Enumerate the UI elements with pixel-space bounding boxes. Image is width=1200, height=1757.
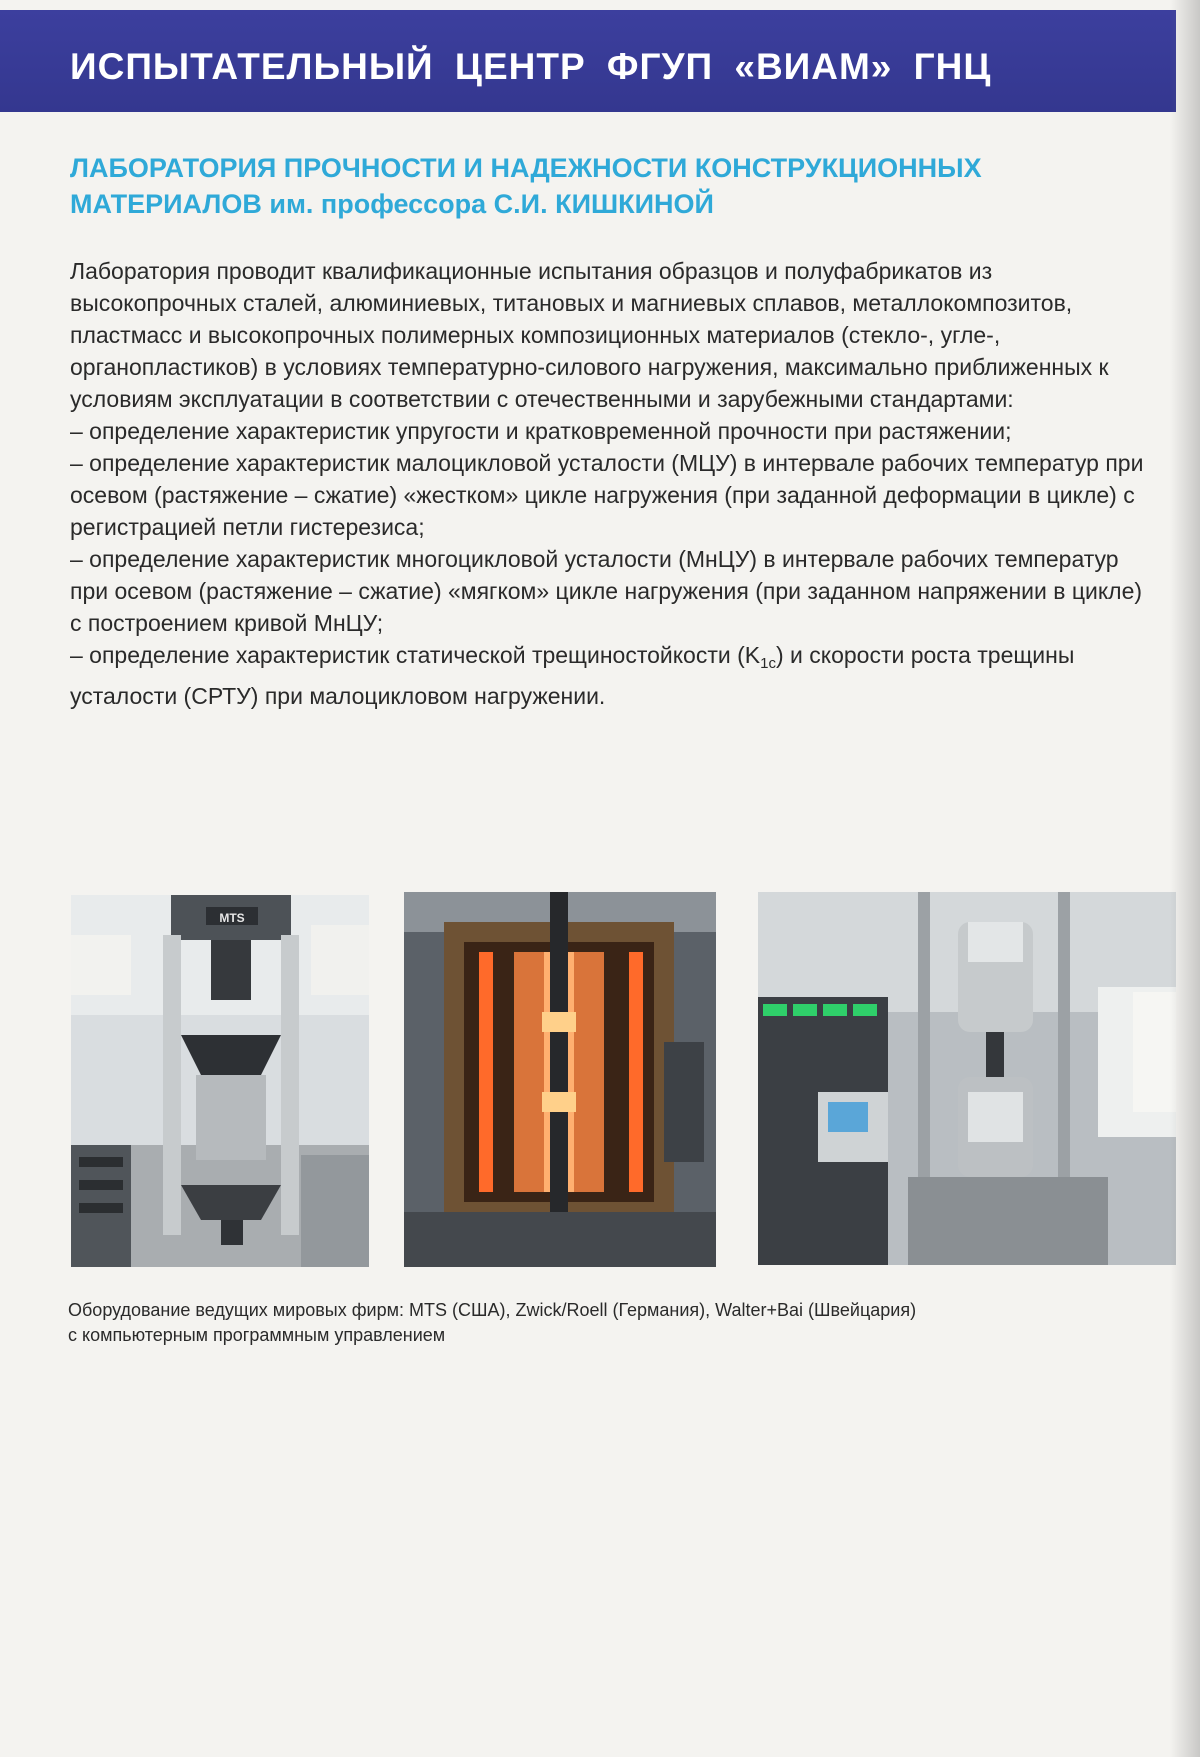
- header-banner: [0, 10, 1176, 112]
- banner-title: ИСПЫТАТЕЛЬНЫЙ ЦЕНТР ФГУП «ВИАМ» ГНЦ: [70, 46, 992, 87]
- list-item-tension: – определение характеристик упругости и кратковременной прочности при растяжении;: [70, 418, 1012, 444]
- list-item-fracture-b: ) и скорости роста трещины усталости (СРТУ) при малоцикловом нагружении.: [70, 642, 1075, 709]
- list-item-fracture: [70, 639, 1150, 712]
- k1c-subscript: 1c: [760, 655, 776, 672]
- page-edge-shadow: [1170, 0, 1200, 1757]
- lab-title-line2-b: им. профессора С.И. КИШКИНОЙ: [261, 189, 714, 219]
- photo-mts-test-machine: [71, 895, 369, 1267]
- intro-paragraph: Лаборатория проводит квалификационные испытания образцов и полуфабрикатов из высокопрочных сталей, алюминиевых, титановых и магниевых сплавов, металлокомпозитов, пластмасс и высокопрочных полимерных композиционных материалов (стекло-, угле-, органопластиков) в условиях температурно-силового нагружения, максимально приближенных к условиям эксплуатации в соответствии с отечественными и зарубежными стандартами:: [70, 258, 1109, 412]
- lab-title-line1: ЛАБОРАТОРИЯ ПРОЧНОСТИ И НАДЕЖНОСТИ КОНСТРУКЦИОННЫХ: [70, 153, 982, 183]
- caption-line2: с компьютерным программным управлением: [68, 1325, 446, 1345]
- photo-caption: [68, 1298, 1168, 1348]
- list-item-hcf: – определение характеристик многоцикловой усталости (МнЦУ) в интервале рабочих температур при осевом (растяжение – сжатие) «мягком» цикле нагружения (при заданном напряжении в цикле) с построением кривой МнЦУ;: [70, 546, 1143, 636]
- lab-title: [70, 150, 1110, 222]
- list-item-fracture-a: – определение характеристик статической трещиностойкости (K: [70, 642, 761, 668]
- list-item-lcf: – определение характеристик малоцикловой усталости (МЦУ) в интервале рабочих температур при осевом (растяжение – сжатие) «жестком» цикле нагружения (при заданной деформации в цикле) с регистрацией петли гистерезиса;: [70, 450, 1144, 540]
- lab-title-line2-a: МАТЕРИАЛОВ: [70, 189, 262, 219]
- photo-servo-hydraulic-machine: [758, 892, 1176, 1265]
- body-text: [70, 255, 1150, 712]
- lab-title-line2: [70, 186, 1110, 222]
- caption-line1: Оборудование ведущих мировых фирм: MTS (США), Zwick/Roell (Германия), Walter+Bai (Швейцария): [68, 1300, 917, 1320]
- mts-logo-label: MTS: [219, 911, 245, 925]
- photo-furnace: [404, 892, 716, 1267]
